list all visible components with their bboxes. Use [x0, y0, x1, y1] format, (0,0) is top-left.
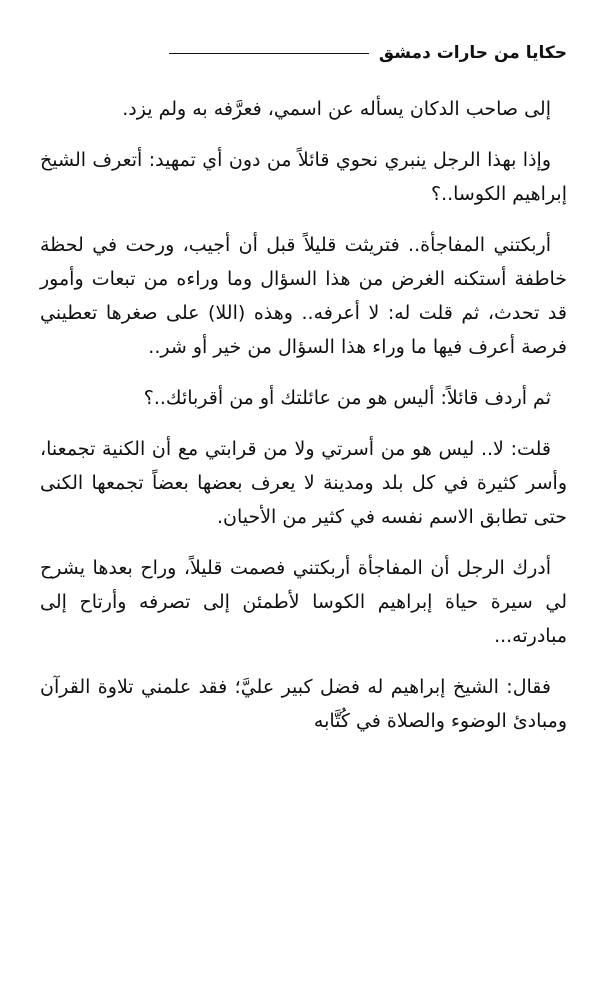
paragraph: إلى صاحب الدكان يسأله عن اسمي، فعرَّفه به ولم يزد. [122, 98, 551, 120]
paragraph: وإذا بهذا الرجل ينبري نحوي قائلاً من دون أي تمهيد: أتعرف الشيخ إبراهيم الكوسا..؟ [40, 149, 567, 205]
paragraph: أدرك الرجل أن المفاجأة أربكتني فصمت قليلاً، وراح بعدها يشرح لي سيرة حياة إبراهيم الكوسا لأطمئن إلى تصرفه وأرتاح إلى مبادرته... [40, 557, 567, 647]
header-rule [169, 53, 369, 54]
running-header-title: حكايا من حارات دمشق [378, 43, 567, 63]
paragraph: قلت: لا.. ليس هو من أسرتي ولا من قرابتي مع أن الكنية تجمعنا، وأسر كثيرة في كل بلد ومدينة لا يعرف بعضها بعضاً تجمعها الكنى حتى تطابق الاسم نفسه في كثير من الأحيان. [40, 438, 567, 528]
body-text [40, 92, 567, 755]
paragraph: أربكتني المفاجأة.. فتريثت قليلاً قبل أن أجيب، ورحت في لحظة خاطفة أستكنه الغرض من هذا السؤال وما وراءه من تبعات وأمور قد تحدث، ثم قلت له: لا أعرفه.. وهذه (اللا) على صغرها تعطيني فرصة أعرف فيها ما وراء هذا السؤال من خير أو شر.. [40, 234, 567, 358]
paragraph: ثم أردف قائلاً: أليس هو من عائلتك أو من أقربائك..؟ [143, 387, 551, 409]
running-header [40, 38, 567, 68]
paragraph: فقال: الشيخ إبراهيم له فضل كبير عليَّ؛ فقد علمني تلاوة القرآن ومبادئ الوضوء والصلاة في كُتَّابه [40, 676, 567, 732]
